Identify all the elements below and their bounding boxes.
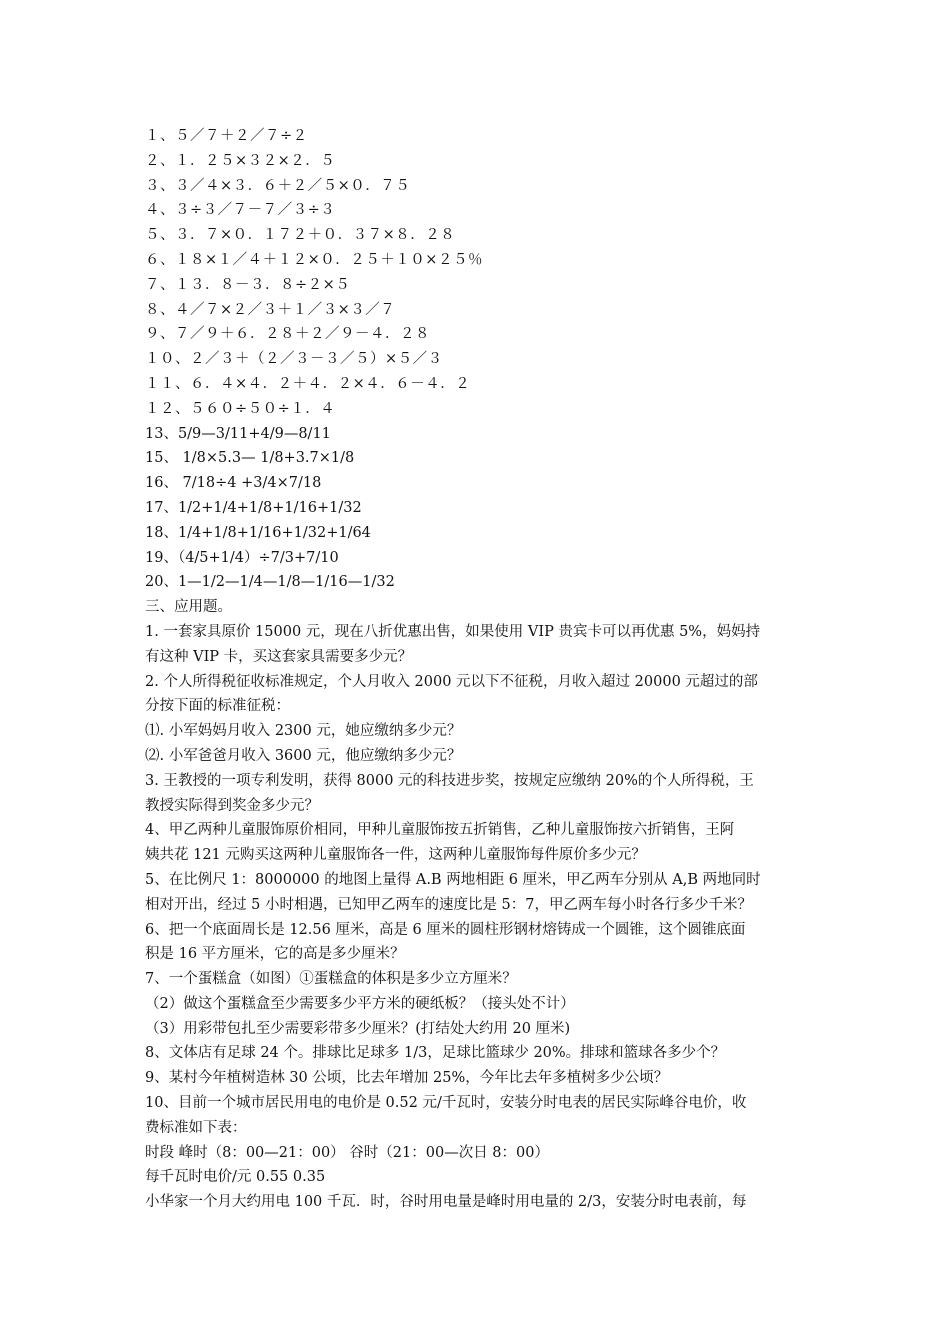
section-title: 三、应用题。 — [145, 599, 232, 616]
problem-1-line-2: 有这种 VIP 卡，买这套家具需要多少元？ — [145, 648, 413, 665]
price-table-header: 时段 峰时（8：00—21：00） 谷时（21：00—次日 8：00） — [145, 1144, 549, 1161]
problem-5-line-2: 相对开出，经过 5 小时相遇，已知甲乙两车的速度比是 5：7，甲乙两车每小时各行多少千米？ — [145, 896, 752, 913]
calc-item-16: 16、 7/18÷4 +3/4×7/18 — [145, 475, 322, 492]
problem-10-line-2: 费标准如下表： — [145, 1119, 247, 1136]
problem-2-sub-2: ⑵. 小军爸爸月收入 3600 元，他应缴纳多少元？ — [145, 747, 462, 764]
calc-item-12: １２、５６０÷５０÷１．４ — [145, 400, 336, 417]
calc-item-18: 18、1/4+1/8+1/16+1/32+1/64 — [145, 524, 371, 541]
calc-item-19: 19、（4/5+1/4）÷7/3+7/10 — [145, 549, 339, 566]
calc-item-20: 20、1—1/2—1/4—1/8—1/16—1/32 — [145, 574, 395, 591]
problem-10-line-3: 小华家一个月大约用电 100 千瓦．时，谷时用电量是峰时用电量的 2/3，安装分时电表前，每 — [145, 1194, 747, 1211]
calc-item-2: ２、１．２５×３２×２．５ — [145, 152, 336, 169]
problem-6-line-2: 积是 16 平方厘米，它的高是多少厘米？ — [145, 946, 405, 963]
calc-item-7: ７、１３．８－３．８÷２×５ — [145, 276, 351, 293]
calc-item-5: ５、３．７×０．１７２＋０．３７×８．２８ — [145, 227, 456, 244]
problem-2-line-1: 2. 个人所得税征收标准规定，个人月收入 2000 元以下不征税，月收入超过 20000 元超过的部 — [145, 673, 758, 690]
calc-item-6: ６、１８×１／４＋１２×０．２５＋１０×２５％ — [145, 251, 483, 268]
calc-item-11: １１、６．４×４．２＋４．２×４．６－４．２ — [145, 375, 471, 392]
problem-2-line-2: 分按下面的标准征税： — [145, 698, 290, 715]
calc-item-1: １、５／７＋２／７÷２ — [145, 128, 308, 144]
problem-6-line-1: 6、把一个底面周长是 12.56 厘米，高是 6 厘米的圆柱形钢材熔铸成一个圆锥，这个圆锥底面 — [145, 921, 746, 938]
calc-item-15: 15、 1/8×5.3— 1/8+3.7×1/8 — [145, 450, 355, 467]
application-problems — [145, 620, 810, 1215]
problem-9: 9、某村今年植树造林 30 公顷，比去年增加 25%，今年比去年多植树多少公顷？ — [145, 1070, 669, 1087]
problem-4-line-2: 姨共花 121 元购买这两种儿童服饰各一件，这两种儿童服饰每件原价多少元？ — [145, 847, 646, 864]
calc-item-8: ８、４／７×２／３＋１／３×３／７ — [145, 301, 396, 318]
calc-item-13: 13、5/9—3/11+4/9—8/11 — [145, 425, 331, 442]
calc-item-17: 17、1/2+1/4+1/8+1/16+1/32 — [145, 499, 362, 516]
problem-3-line-1: 3. 王教授的一项专利发明，获得 8000 元的科技进步奖，按规定应缴纳 20%的个人所得税，王 — [145, 772, 754, 789]
problem-7-sub-3: （3）用彩带包扎至少需要彩带多少厘米？(打结处大约用 20 厘米) — [145, 1020, 571, 1037]
calc-item-3: ３、３／４×３．６＋２／５×０．７５ — [145, 177, 411, 194]
calc-item-4: ４、３÷３／７－７／３÷３ — [145, 202, 336, 219]
calc-item-9: ９、７／９＋６．２８＋２／９－４．２８ — [145, 326, 430, 343]
problem-8: 8、文体店有足球 24 个。排球比足球多 1/3，足球比篮球少 20%。排球和篮球各多少个？ — [145, 1045, 726, 1062]
problem-1-line-1: 1. 一套家具原价 15000 元，现在八折优惠出售，如果使用 VIP 贵宾卡可以再优惠 5%，妈妈持 — [145, 623, 761, 640]
document-content — [145, 124, 810, 1215]
problem-7-sub-2: （2）做这个蛋糕盒至少需要多少平方米的硬纸板？（接头处不计） — [145, 995, 575, 1012]
problem-3-line-2: 教授实际得到奖金多少元？ — [145, 797, 319, 814]
problem-10-line-1: 10、目前一个城市居民用电的电价是 0.52 元/千瓦时，安装分时电表的居民实际峰谷电价，收 — [145, 1095, 747, 1112]
calc-item-10: １０、２／３＋（２／３－３／５）×５／３ — [145, 351, 443, 368]
problem-5-line-1: 5、在比例尺 1：8000000 的地图上量得 A.B 两地相距 6 厘米，甲乙两车分别从 A,B 两地同时 — [145, 871, 761, 888]
problem-2-sub-1: ⑴. 小军妈妈月收入 2300 元，她应缴纳多少元？ — [145, 723, 462, 740]
calculation-list — [145, 124, 810, 595]
price-table-row: 每千瓦时电价/元 0.55 0.35 — [145, 1169, 326, 1186]
problem-4-line-1: 4、甲乙两种儿童服饰原价相同，甲种儿童服饰按五折销售，乙种儿童服饰按六折销售，王阿 — [145, 822, 735, 839]
problem-7-line-1: 7、一个蛋糕盒（如图）①蛋糕盒的体积是多少立方厘米？ — [145, 971, 517, 988]
